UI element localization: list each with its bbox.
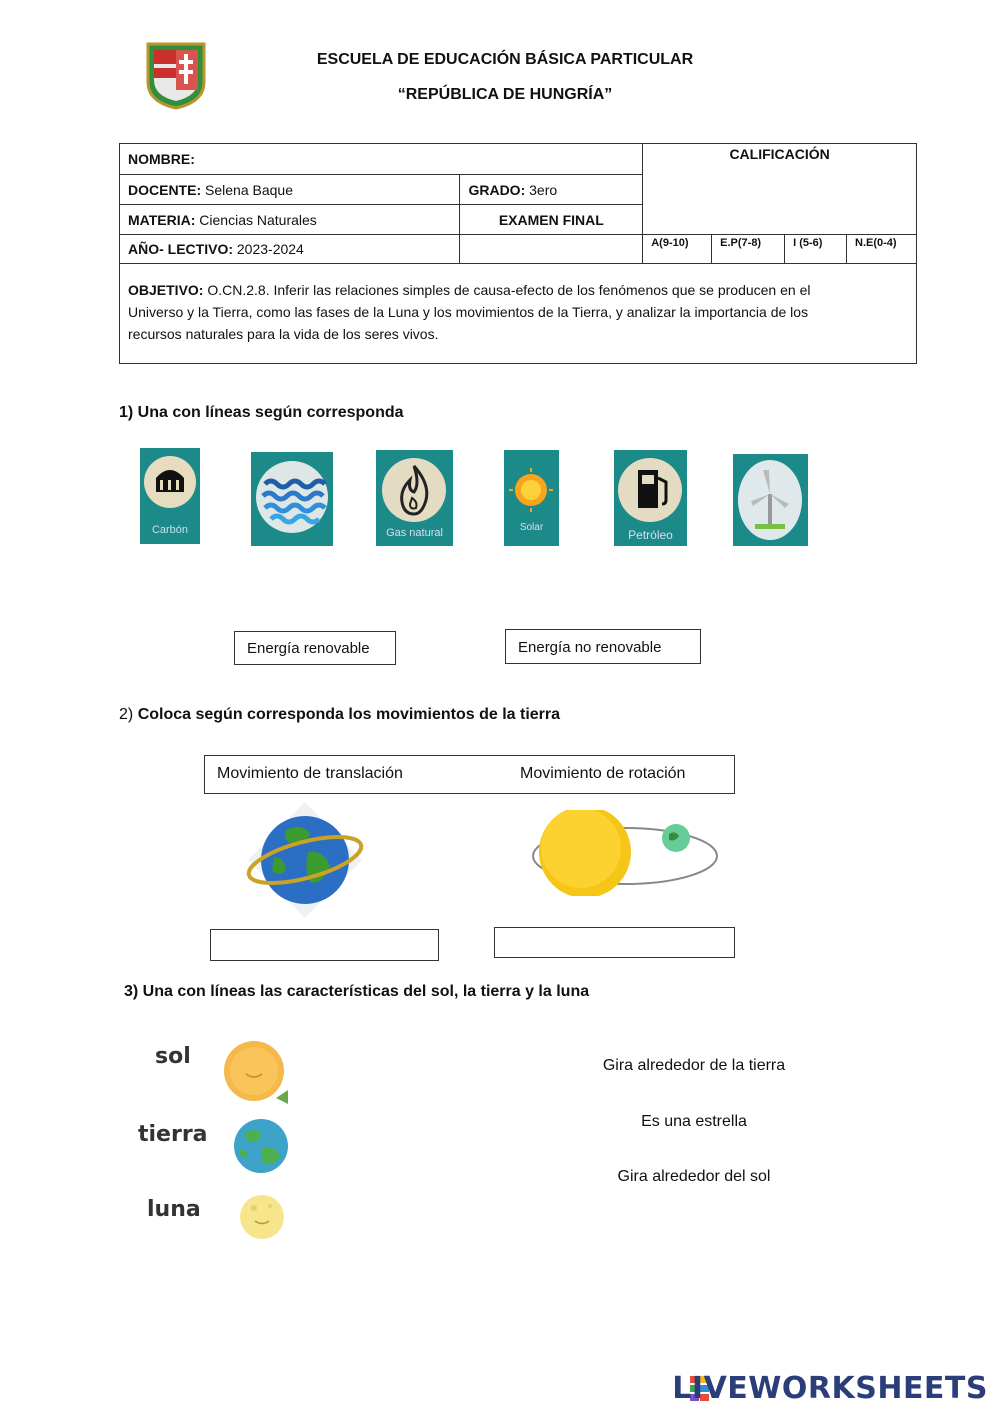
wind-energy-card[interactable] xyxy=(733,454,808,546)
docente-value: Selena Baque xyxy=(205,181,293,198)
gas-label: Gas natural xyxy=(386,527,443,539)
score-a: A(9-10) xyxy=(643,235,712,264)
blank-cell xyxy=(460,235,643,264)
natural-gas-card[interactable] xyxy=(376,450,453,546)
materia-cell xyxy=(120,205,460,235)
coal-label: Carbón xyxy=(151,524,189,536)
smiling-sun-icon xyxy=(218,1040,288,1104)
earth-rotation-image xyxy=(246,800,364,920)
objetivo-label: OBJETIVO: xyxy=(128,281,204,298)
smiling-moon-icon xyxy=(238,1194,286,1240)
materia-value: Ciencias Naturales xyxy=(199,211,317,228)
earth-image[interactable] xyxy=(232,1118,290,1174)
water-waves-icon xyxy=(251,452,333,546)
grado-label: GRADO: xyxy=(468,181,526,198)
anio-value: 2023-2024 xyxy=(236,241,304,257)
grado-value: 3ero xyxy=(529,181,558,198)
petroleum-label: Petróleo xyxy=(628,528,673,542)
exam-cell xyxy=(460,205,643,235)
characteristic-orbits-earth[interactable]: Gira alrededor de la tierra xyxy=(602,1057,786,1074)
school-subtitle: “REPÚBLICA DE HUNGRÍA” xyxy=(397,86,613,103)
translation-answer-box[interactable] xyxy=(210,929,439,961)
renewable-energy-box[interactable]: Energía renovable xyxy=(234,631,396,665)
nonrenewable-energy-box[interactable]: Energía no renovable xyxy=(505,629,701,664)
earth-translation-image xyxy=(525,810,725,896)
liveworksheets-brand[interactable]: LIVEWORKSHEETS xyxy=(672,1371,988,1406)
solar-label: Solar xyxy=(519,522,544,533)
score-ne: N.E(0-4) xyxy=(847,235,917,264)
movement-options-box xyxy=(204,755,735,794)
option-rotation[interactable]: Movimiento de rotación xyxy=(520,765,686,782)
student-info-table xyxy=(119,143,917,364)
grado-cell xyxy=(460,175,643,205)
exam-label: EXAMEN FINAL xyxy=(498,211,604,228)
q2-title: Coloca según corresponda los movimientos de la tierra xyxy=(137,706,561,723)
score-i: I (5-6) xyxy=(785,235,847,264)
sun-orbit-icon xyxy=(525,810,725,896)
school-name: ESCUELA DE EDUCACIÓN BÁSICA PARTICULAR xyxy=(316,51,694,68)
docente-label: DOCENTE: xyxy=(128,181,202,198)
earth-globe-icon xyxy=(246,800,364,920)
tierra-label: tierra xyxy=(138,1122,208,1147)
option-translation[interactable]: Movimiento de translación xyxy=(217,765,403,782)
q3-title: 3) Una con líneas las características del sol, la tierra y la luna xyxy=(124,983,590,1000)
materia-label: MATERIA: xyxy=(128,211,196,228)
moon-image[interactable] xyxy=(238,1194,286,1240)
wind-turbine-icon xyxy=(733,454,808,546)
objetivo-line1: O.CN.2.8. Inferir las relaciones simples de causa-efecto de los fenómenos que se producen en el xyxy=(207,281,811,298)
rotation-answer-box[interactable] xyxy=(494,927,735,958)
characteristic-orbits-sun[interactable]: Gira alrededor del sol xyxy=(617,1168,771,1185)
objetivo-cell xyxy=(120,264,917,364)
luna-label: luna xyxy=(147,1197,201,1222)
objetivo-line2: Universo y la Tierra, como las fases de la Luna y los movimientos de la Tierra, y analizar la importancia de los xyxy=(128,303,809,320)
water-energy-card[interactable] xyxy=(251,452,333,546)
q2-title-row xyxy=(119,706,560,724)
sol-label: sol xyxy=(155,1044,191,1069)
nombre-label: NOMBRE: xyxy=(128,151,195,167)
docente-cell xyxy=(120,175,460,205)
sun-image[interactable] xyxy=(218,1040,288,1104)
earth-icon xyxy=(232,1118,290,1174)
anio-label: AÑO- LECTIVO: xyxy=(128,241,233,257)
petroleum-card[interactable] xyxy=(614,450,687,546)
nombre-cell[interactable] xyxy=(120,144,643,175)
calificacion-cell xyxy=(643,144,917,235)
q2-number: 2) xyxy=(119,706,134,723)
characteristic-is-star[interactable]: Es una estrella xyxy=(641,1113,747,1130)
objetivo-line3: recursos naturales para la vida de los seres vivos. xyxy=(128,325,439,342)
q1-title: 1) Una con líneas según corresponda xyxy=(119,404,404,421)
score-ep: E.P(7-8) xyxy=(712,235,785,264)
coal-energy-card[interactable] xyxy=(140,448,200,544)
solar-energy-card[interactable] xyxy=(504,450,559,546)
calificacion-label: CALIFICACIÓN xyxy=(729,146,830,162)
anio-cell xyxy=(120,235,460,264)
